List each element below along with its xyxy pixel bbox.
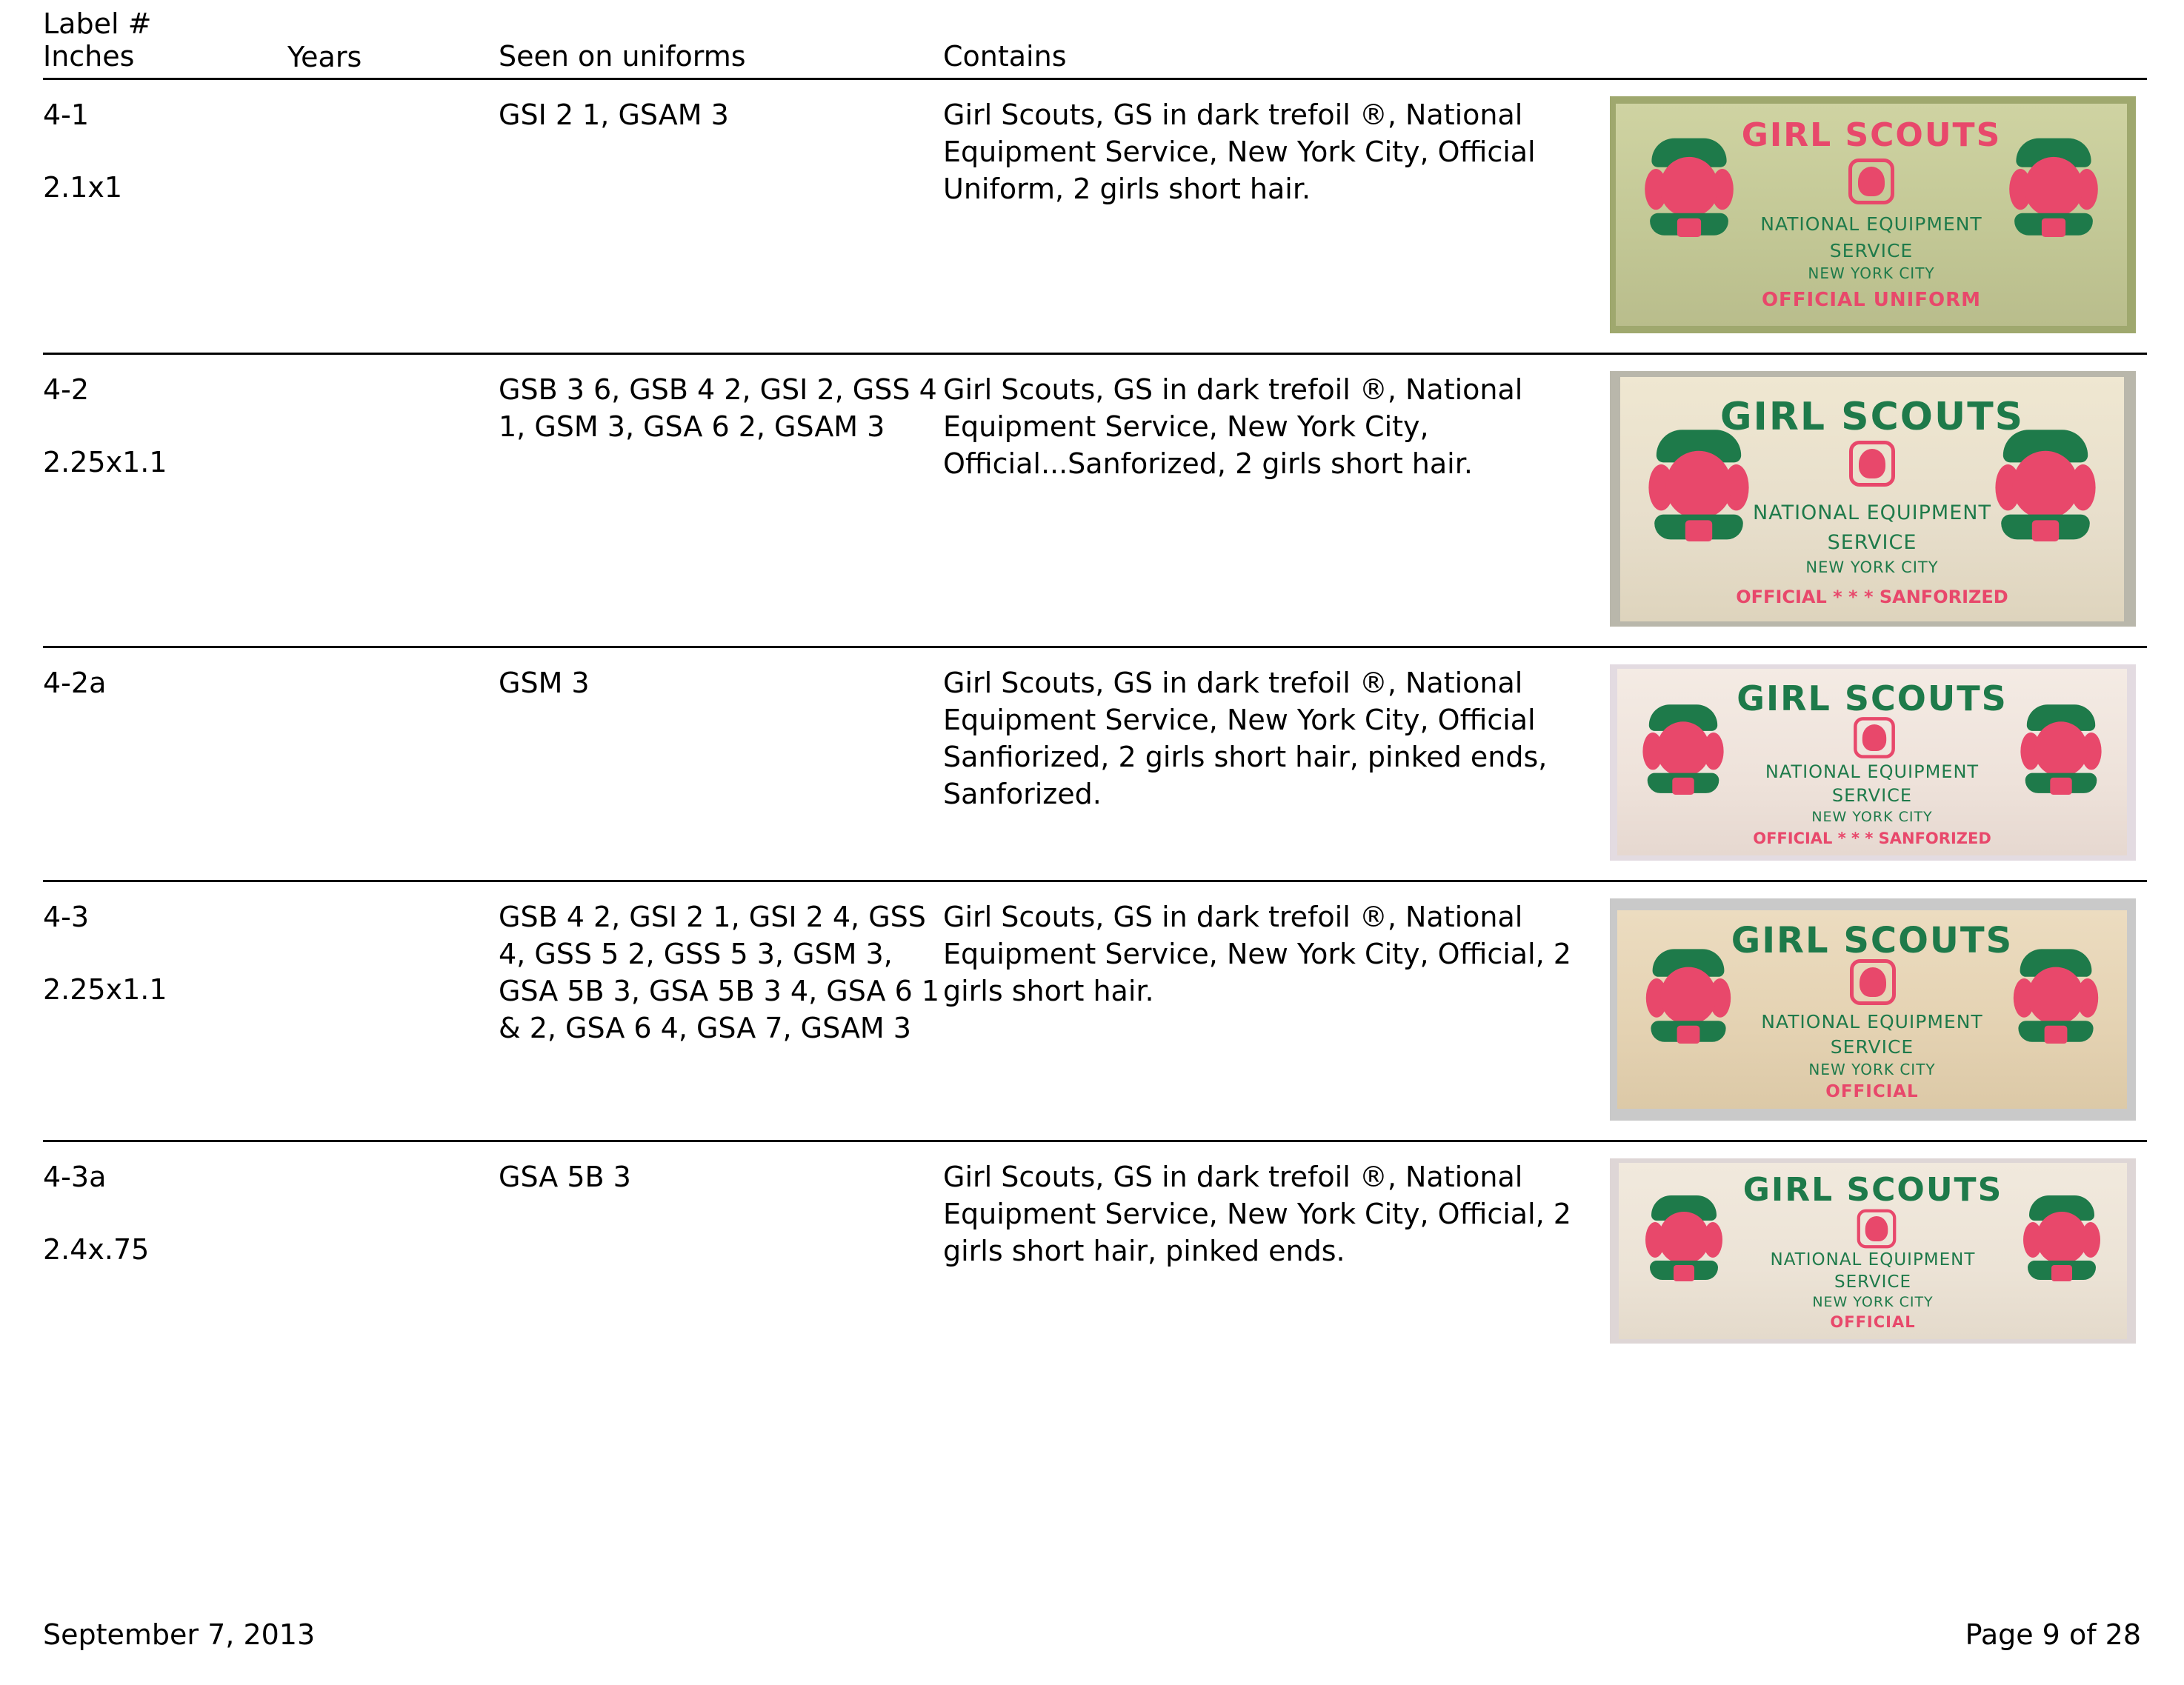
cell-label	[43, 881, 499, 1141]
table-header-row	[43, 7, 2147, 79]
label-line2: SERVICE	[1834, 1272, 1911, 1292]
label-line1: NATIONAL EQUIPMENT	[1753, 501, 1991, 524]
label-line3: NEW YORK CITY	[1808, 1060, 1936, 1078]
header-cell-image	[1610, 7, 2147, 79]
label-line3: NEW YORK CITY	[1808, 264, 1935, 282]
label-line1: NATIONAL EQUIPMENT	[1770, 1249, 1976, 1269]
label-line4: OFFICIAL	[1830, 1312, 1916, 1331]
cell-contains: Girl Scouts, GS in dark trefoil ®, National Equipment Service, New York City, Official...Sanforized, 2 girls short hair.	[943, 353, 1610, 647]
cell-label-image	[1610, 79, 2147, 353]
label-number: 4-1	[43, 98, 90, 131]
table-row	[43, 79, 2147, 353]
label-number: 4-2	[43, 373, 90, 406]
label-title: GIRL SCOUTS	[1741, 116, 2002, 154]
label-line2: SERVICE	[1830, 1035, 1914, 1058]
cell-label-image	[1610, 647, 2147, 881]
cell-contains: Girl Scouts, GS in dark trefoil ®, National Equipment Service, New York City, Official, 2 girls short hair.	[943, 881, 1610, 1141]
cell-label-image	[1610, 1141, 2147, 1363]
label-title: GIRL SCOUTS	[1737, 678, 2008, 718]
label-inches: 2.1x1	[43, 171, 123, 204]
label-line3: NEW YORK CITY	[1811, 808, 1933, 825]
cell-contains: Girl Scouts, GS in dark trefoil ®, National Equipment Service, New York City, Official Uniform, 2 girls short hair.	[943, 79, 1610, 353]
label-photo-4-3	[1610, 898, 2136, 1121]
label-line1: NATIONAL EQUIPMENT	[1765, 761, 1980, 782]
trefoil-icon	[1849, 441, 1895, 487]
cell-seen-on-uniforms: GSA 5B 3	[499, 1160, 631, 1193]
trefoil-icon	[1850, 959, 1896, 1005]
label-photo-4-1	[1610, 96, 2136, 333]
label-inches: 2.25x1.1	[43, 446, 167, 479]
table-row	[43, 647, 2147, 881]
label-line4: OFFICIAL UNIFORM	[1761, 288, 1982, 311]
header-contains: Contains	[943, 40, 1067, 73]
header-label-number: Label #	[43, 7, 152, 40]
label-line1: NATIONAL EQUIPMENT	[1761, 1010, 1983, 1032]
label-line4: OFFICIAL * * * SANFORIZED	[1736, 586, 2008, 607]
footer-date: September 7, 2013	[43, 1618, 316, 1651]
label-line2: SERVICE	[1831, 784, 1913, 806]
cell-label	[43, 647, 499, 881]
label-number: 4-2a	[43, 666, 107, 699]
header-cell-label	[43, 7, 499, 79]
cell-label	[43, 353, 499, 647]
label-line4: OFFICIAL * * * SANFORIZED	[1753, 829, 1991, 847]
label-line3: NEW YORK CITY	[1812, 1293, 1934, 1310]
label-line3: NEW YORK CITY	[1805, 558, 1939, 576]
trefoil-icon	[1854, 717, 1895, 758]
trefoil-icon	[1857, 1209, 1897, 1249]
label-inches: 2.25x1.1	[43, 973, 167, 1007]
header-seen-on-uniforms: Seen on uniforms	[499, 40, 746, 73]
table-row	[43, 1141, 2147, 1363]
label-title: GIRL SCOUTS	[1731, 919, 2014, 961]
table-row	[43, 881, 2147, 1141]
cell-contains: Girl Scouts, GS in dark trefoil ®, National Equipment Service, New York City, Official, 2 girls short hair, pinked ends.	[943, 1160, 1571, 1268]
cell-seen-on-uniforms: GSB 3 6, GSB 4 2, GSI 2, GSS 4 1, GSM 3, GSA 6 2, GSAM 3	[499, 353, 943, 647]
label-inches: 2.4x.75	[43, 1233, 150, 1267]
trefoil-icon	[1848, 159, 1894, 204]
label-line2: SERVICE	[1827, 530, 1917, 554]
label-line2: SERVICE	[1829, 239, 1914, 261]
cell-seen-on-uniforms: GSI 2 1, GSAM 3	[499, 79, 943, 353]
header-label-inches: Inches	[43, 40, 135, 73]
cell-label	[43, 79, 499, 353]
cell-label	[43, 1141, 499, 1363]
header-cell-seen	[499, 7, 943, 79]
label-photo-4-2a	[1610, 664, 2136, 861]
label-number: 4-3	[43, 900, 90, 933]
cell-label-image	[1610, 881, 2147, 1141]
label-number: 4-3a	[43, 1160, 107, 1193]
label-photo-4-2	[1610, 371, 2136, 627]
label-line1: NATIONAL EQUIPMENT	[1760, 213, 1982, 235]
label-title: GIRL SCOUTS	[1719, 394, 2025, 439]
label-line4: OFFICIAL	[1825, 1081, 1919, 1101]
footer-page-number: Page 9 of 28	[1965, 1618, 2141, 1651]
cell-label-image	[1610, 353, 2147, 647]
header-cell-contains	[943, 7, 1610, 79]
cell-seen-on-uniforms: GSM 3	[499, 647, 943, 881]
labels-table	[43, 7, 2147, 1363]
label-photo-4-3a	[1610, 1158, 2136, 1344]
label-title: GIRL SCOUTS	[1742, 1170, 2003, 1209]
page-footer	[43, 1618, 2141, 1651]
cell-contains: Girl Scouts, GS in dark trefoil ®, National Equipment Service, New York City, Official Sanfiorized, 2 girls short hair, pinked ends, Sanforized.	[943, 647, 1610, 881]
header-years: Years	[287, 41, 362, 73]
cell-seen-on-uniforms: GSB 4 2, GSI 2 1, GSI 2 4, GSS 4, GSS 5 2, GSS 5 3, GSM 3, GSA 5B 3, GSA 5B 3 4, GSA 6 1 & 2, GSA 6 4, GSA 7, GSAM 3	[499, 881, 943, 1141]
table-row	[43, 353, 2147, 647]
